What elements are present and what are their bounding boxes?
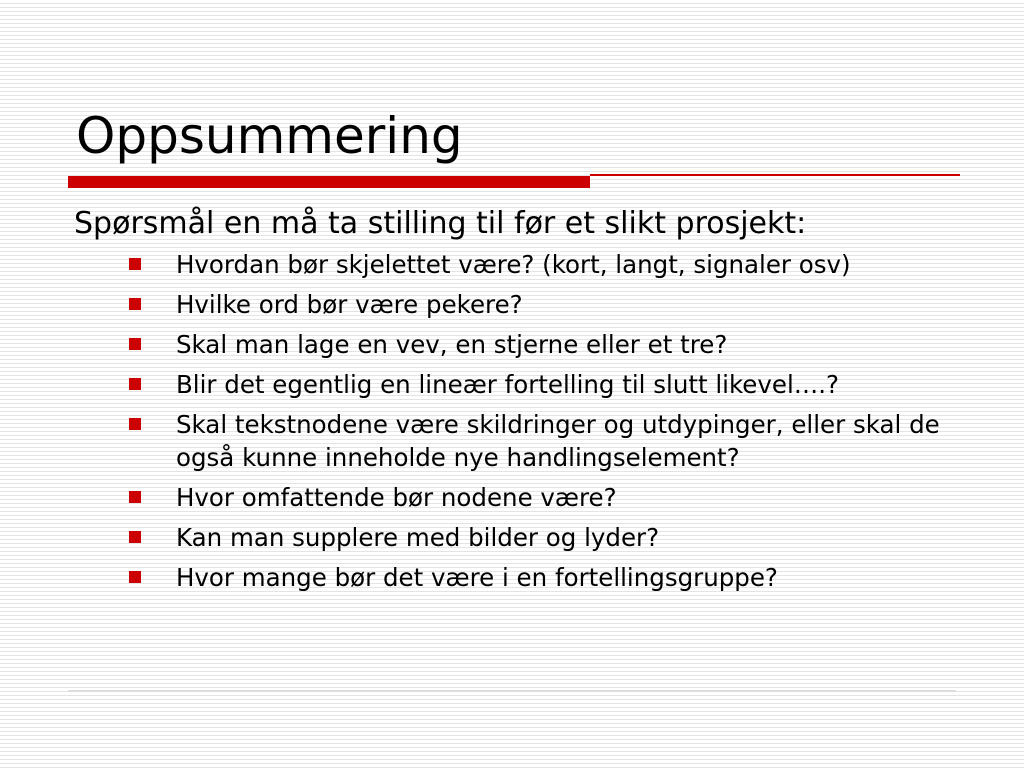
slide-title: Oppsummering — [76, 107, 463, 165]
list-item — [176, 288, 964, 321]
title-underline-thin — [590, 174, 960, 176]
square-bullet-icon — [129, 338, 141, 350]
slide-content — [74, 204, 964, 601]
list-item-text: Skal man lage en vev, en stjerne eller et tre? — [176, 330, 728, 359]
footer-divider — [68, 690, 956, 692]
square-bullet-icon — [129, 378, 141, 390]
list-item — [176, 328, 964, 361]
list-item-text: Hvor omfattende bør nodene være? — [176, 483, 617, 512]
list-item — [176, 521, 964, 554]
square-bullet-icon — [129, 491, 141, 503]
list-item — [176, 248, 964, 281]
list-item-text: Hvor mange bør det være i en fortellingsgruppe? — [176, 563, 778, 592]
bullet-list — [74, 248, 964, 594]
list-item-text: Skal tekstnodene være skildringer og utdypinger, eller skal de også kunne inneholde nye handlingselement? — [176, 410, 940, 472]
list-item — [176, 561, 964, 594]
square-bullet-icon — [129, 298, 141, 310]
square-bullet-icon — [129, 418, 141, 430]
square-bullet-icon — [129, 571, 141, 583]
title-underline-accent — [68, 176, 590, 188]
list-item-text: Hvordan bør skjelettet være? (kort, langt, signaler osv) — [176, 250, 851, 279]
list-item — [176, 408, 964, 474]
list-item-text: Hvilke ord bør være pekere? — [176, 290, 523, 319]
intro-text: Spørsmål en må ta stilling til før et slikt prosjekt: — [74, 206, 807, 241]
square-bullet-icon — [129, 531, 141, 543]
list-item-text: Kan man supplere med bilder og lyder? — [176, 523, 660, 552]
list-item — [176, 368, 964, 401]
list-item-text: Blir det egentlig en lineær fortelling til slutt likevel….? — [176, 370, 840, 399]
square-bullet-icon — [129, 258, 141, 270]
list-item — [176, 481, 964, 514]
